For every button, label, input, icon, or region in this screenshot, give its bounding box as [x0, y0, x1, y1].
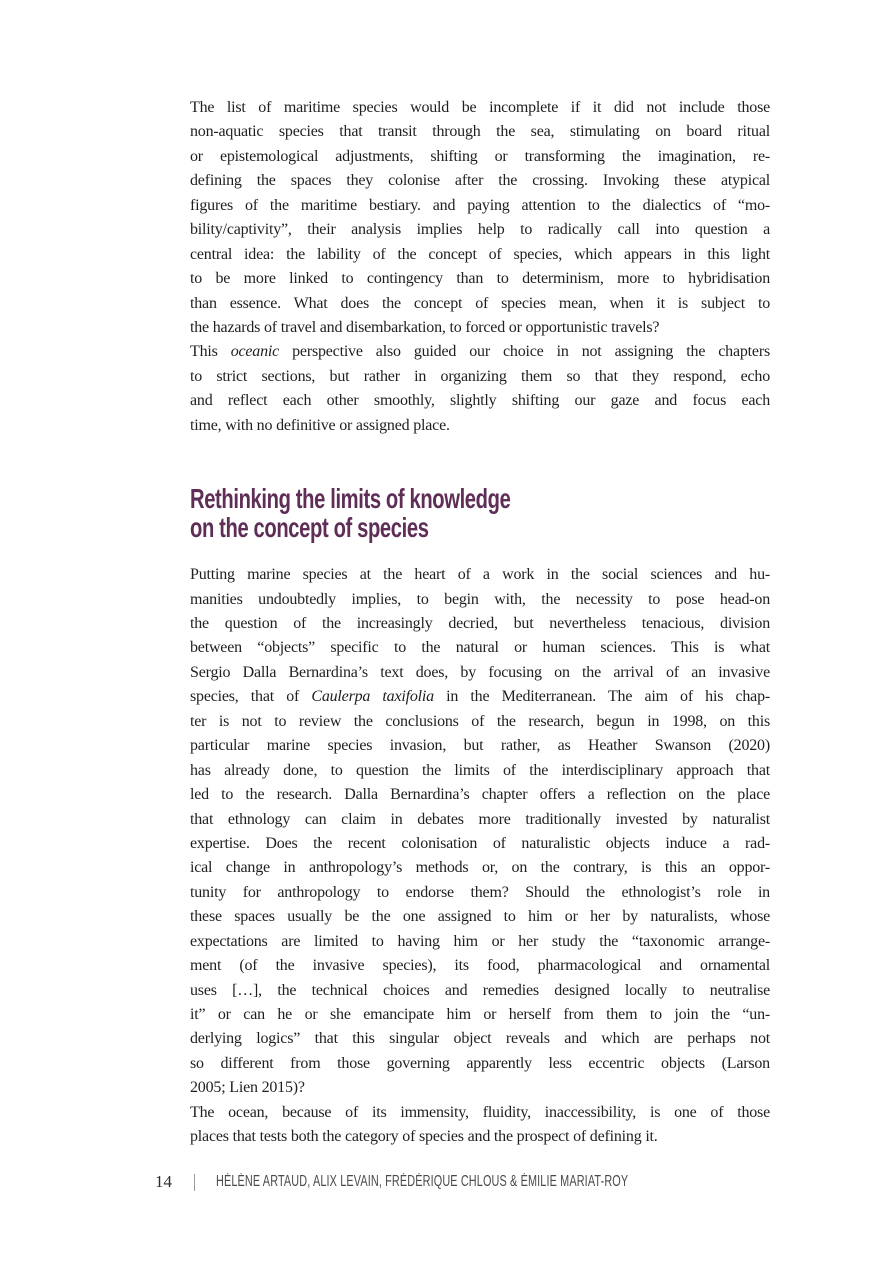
text-line: 2005; Lien 2015)?: [190, 1079, 305, 1097]
text-line: Sergio Dalla Bernardina’s text does, by focusing on the arrival of an invasive: [190, 663, 770, 681]
text-line: the hazards of travel and disembarkation, to forced or opportunistic travels?: [190, 318, 660, 336]
text-line: or epistemological adjustments, shifting or transforming the imagination, re-: [190, 147, 770, 165]
text-line: bility/captivity”, their analysis implies help to radically call into question a: [190, 221, 770, 239]
text-line: so different from those governing apparently less eccentric objects (Larson: [190, 1054, 770, 1072]
text-line: Putting marine species at the heart of a work in the social sciences and hu-: [190, 566, 770, 584]
text-line: ment (of the invasive species), its food, pharmacological and ornamental: [190, 957, 770, 975]
text-line: figures of the maritime bestiary. and paying attention to the dialectics of “mo-: [190, 196, 770, 214]
text-line: that ethnology can claim in debates more traditionally invested by naturalist: [190, 810, 770, 828]
paragraph-1: [190, 96, 770, 340]
text-line: places that tests both the category of species and the prospect of defining it.: [190, 1128, 658, 1146]
paragraph-4: [190, 1101, 770, 1150]
footer-authors: HÉLÈNE ARTAUD, ALIX LEVAIN, FRÉDÉRIQUE CHLOUS & ÉMILIE MARIAT-ROY: [216, 1173, 629, 1190]
text-line: ical change in anthropology’s methods or, on the contrary, is this an oppor-: [190, 859, 770, 877]
text-column: [190, 96, 770, 1150]
text-line: these spaces usually be the one assigned to him or her by naturalists, whose: [190, 908, 770, 926]
text-line: non-aquatic species that transit through the sea, stimulating on board ritual: [190, 123, 770, 141]
text-line: tunity for anthropology to endorse them? Should the ethnologist’s role in: [190, 883, 770, 901]
text-line: to strict sections, but rather in organizing them so that they respond, echo: [190, 367, 770, 385]
text-line: This oceanic perspective also guided our choice in not assigning the chapters: [190, 343, 770, 361]
text-line: expectations are limited to having him or her study the “taxonomic arrange-: [190, 932, 770, 950]
page-footer: [155, 1172, 805, 1192]
text-line: and reflect each other smoothly, slightly shifting our gaze and focus each: [190, 392, 770, 410]
text-line: central idea: the lability of the concept of species, which appears in this light: [190, 245, 770, 263]
footer-divider: [194, 1174, 195, 1191]
paragraph-3: [190, 563, 770, 1101]
text-line: has already done, to question the limits of the interdisciplinary approach that: [190, 761, 770, 779]
text-line: The ocean, because of its immensity, fluidity, inaccessibility, is one of those: [190, 1103, 770, 1121]
heading-line: on the concept of species: [190, 512, 429, 544]
text-line: to be more linked to contingency than to determinism, more to hybridisation: [190, 270, 770, 288]
text-line: The list of maritime species would be incomplete if it did not include those: [190, 99, 770, 116]
text-line: than essence. What does the concept of species mean, when it is subject to: [190, 294, 770, 312]
section-heading: [190, 484, 770, 542]
paragraph-2: [190, 340, 770, 438]
text-line: ter is not to review the conclusions of the research, begun in 1998, on this: [190, 712, 770, 730]
text-line: time, with no definitive or assigned place.: [190, 416, 450, 434]
page-number: 14: [155, 1172, 172, 1191]
text-line: derlying logics” that this singular object reveals and which are perhaps not: [190, 1030, 770, 1048]
text-line: it” or can he or she emancipate him or herself from them to join the “un-: [190, 1006, 770, 1023]
text-line: manities undoubtedly implies, to begin with, the necessity to pose head-on: [190, 590, 770, 608]
text-line: uses […], the technical choices and remedies designed locally to neutralise: [190, 981, 770, 999]
text-line: between “objects” specific to the natural or human sciences. This is what: [190, 639, 770, 657]
text-line: expertise. Does the recent colonisation of naturalistic objects induce a rad-: [190, 834, 770, 852]
text-line: defining the spaces they colonise after the crossing. Invoking these atypical: [190, 172, 770, 190]
text-line: the question of the increasingly decried, but nevertheless tenacious, division: [190, 615, 770, 632]
text-line: led to the research. Dalla Bernardina’s chapter offers a reflection on the place: [190, 786, 770, 804]
text-line: particular marine species invasion, but rather, as Heather Swanson (2020): [190, 737, 770, 755]
text-line: species, that of Caulerpa taxifolia in the Mediterranean. The aim of his chap-: [190, 688, 770, 706]
heading-line: Rethinking the limits of knowledge: [190, 483, 511, 515]
